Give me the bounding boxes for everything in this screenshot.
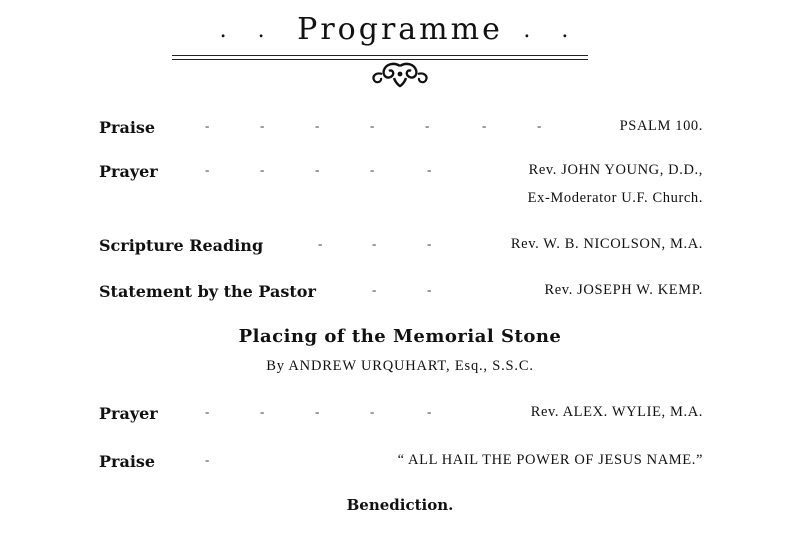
row-value: PSALM 100. [619,118,703,134]
leader-dash: - [370,404,375,419]
leader-dash: - [260,162,265,177]
row-label: Praise [99,118,156,137]
leader-dash: - [372,236,377,251]
programme-row-praise [0,118,800,142]
programme-row-statement [0,282,800,306]
floral-ornament-icon [368,62,432,88]
leader-dash: - [482,118,487,133]
programme-row-prayer-continued [0,190,800,214]
row-value: Rev. W. B. NICOLSON, M.A. [510,236,703,252]
programme-row-prayer-2 [0,404,800,428]
heading-rule-lower [172,59,588,60]
row-label: Prayer [99,162,158,181]
programme-row-scripture-reading [0,236,800,260]
heading-rule-upper [172,55,588,56]
leader-dash: - [260,404,265,419]
leader-dash: - [205,452,210,467]
row-value-line2: Ex-Moderator U.F. Church. [527,190,703,206]
programme-title: Programme [297,12,503,47]
leader-dash: - [537,118,542,133]
programme-row-praise-2 [0,452,800,476]
leader-dash: - [315,118,320,133]
row-value: “ ALL HAIL THE POWER OF JESUS NAME.” [397,452,703,468]
placing-title: Placing of the Memorial Stone [238,326,562,347]
row-label: Statement by the Pastor [99,282,316,301]
leader-dash: - [315,162,320,177]
row-value: Rev. JOSEPH W. KEMP. [544,282,703,298]
leader-dash: - [427,404,432,419]
leader-dash: - [205,162,210,177]
heading-dots-left: . . [219,18,277,43]
heading-dots-right: . . [523,18,581,43]
leader-dash: - [427,282,432,297]
benediction: Benediction. [346,496,454,514]
row-label: Praise [99,452,156,471]
leader-dash: - [260,118,265,133]
leader-dash: - [205,404,210,419]
leader-dash: - [318,236,323,251]
leader-dash: - [370,162,375,177]
leader-dash: - [372,282,377,297]
leader-dash: - [427,162,432,177]
programme-heading [0,12,800,47]
programme-row-prayer [0,162,800,186]
row-value: Rev. ALEX. WYLIE, M.A. [530,404,703,420]
row-label: Prayer [99,404,158,423]
leader-dash: - [425,118,430,133]
row-label: Scripture Reading [99,236,264,255]
leader-dash: - [205,118,210,133]
placing-by-line: By ANDREW URQUHART, Esq., S.S.C. [266,358,534,374]
leader-dash: - [427,236,432,251]
leader-dash: - [370,118,375,133]
row-value: Rev. JOHN YOUNG, D.D., [528,162,703,178]
leader-dash: - [315,404,320,419]
